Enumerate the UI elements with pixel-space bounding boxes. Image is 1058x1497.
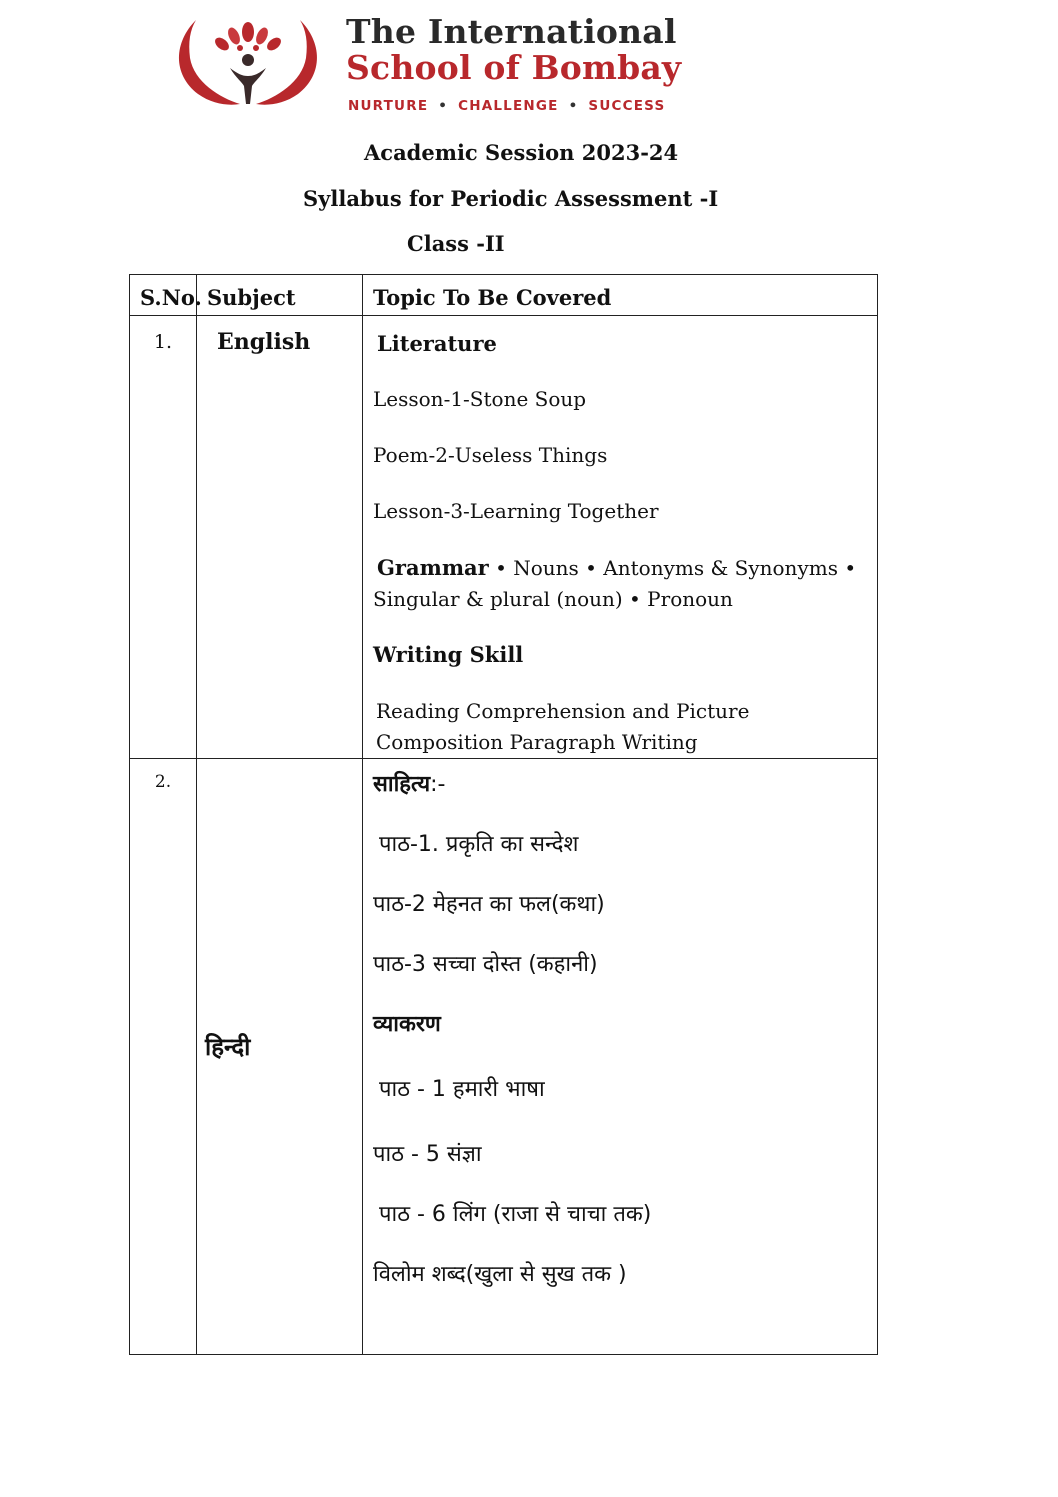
school-name-line1: The International <box>346 12 677 51</box>
table-header-row <box>130 275 878 316</box>
school-logo <box>168 12 728 124</box>
syllabus-heading: Syllabus for Periodic Assessment -I <box>303 186 719 211</box>
list-item: पाठ - 6 लिंग (राजा से चाचा तक) <box>379 1202 652 1227</box>
school-name-line2: School of Bombay <box>346 48 682 87</box>
header-subject: Subject <box>197 275 363 316</box>
table-row <box>130 316 878 759</box>
school-motto: NURTURE • CHALLENGE • SUCCESS <box>348 98 666 114</box>
list-item: Composition Paragraph Writing <box>376 730 698 754</box>
session-heading: Academic Session 2023-24 <box>364 140 679 165</box>
table-row <box>130 759 878 1355</box>
row-topics <box>363 759 878 1355</box>
list-item: Reading Comprehension and Picture <box>376 699 750 723</box>
literature-heading: साहित्य <box>373 772 431 797</box>
row-subject: English <box>197 316 363 759</box>
row-sno: 2. <box>130 759 197 1355</box>
syllabus-table <box>129 274 878 1355</box>
row-subject: हिन्दी <box>197 759 363 1355</box>
list-item: पाठ-1. प्रकृति का सन्देश <box>379 832 579 857</box>
grammar-line: Grammar • Nouns • Antonyms & Synonyms • <box>373 552 869 584</box>
grammar-heading: Grammar <box>377 555 489 580</box>
literature-heading-line: साहित्य:- <box>373 772 446 797</box>
header-topic: Topic To Be Covered <box>363 275 878 316</box>
list-item: Poem-2-Useless Things <box>373 443 608 467</box>
class-heading: Class -II <box>407 231 505 256</box>
literature-heading: Literature <box>377 331 497 356</box>
list-item: Lesson-1-Stone Soup <box>373 387 587 411</box>
writing-heading: Writing Skill <box>373 642 524 667</box>
list-item: पाठ - 1 हमारी भाषा <box>379 1077 545 1102</box>
grammar-heading: व्याकरण <box>373 1012 441 1037</box>
lotus-hands-icon <box>168 12 328 112</box>
list-item: विलोम शब्द(खुला से सुख तक ) <box>373 1262 627 1287</box>
list-item: Lesson-3-Learning Together <box>373 499 659 523</box>
header-sno: S.No. <box>130 275 197 316</box>
row-topics <box>363 316 878 759</box>
row-sno: 1. <box>130 316 197 759</box>
list-item: पाठ - 5 संज्ञा <box>373 1142 482 1167</box>
list-item: पाठ-3 सच्चा दोस्त (कहानी) <box>373 952 598 977</box>
list-item: पाठ-2 मेहनत का फल(कथा) <box>373 892 605 917</box>
grammar-line: Singular & plural (noun) • Pronoun <box>373 587 733 611</box>
